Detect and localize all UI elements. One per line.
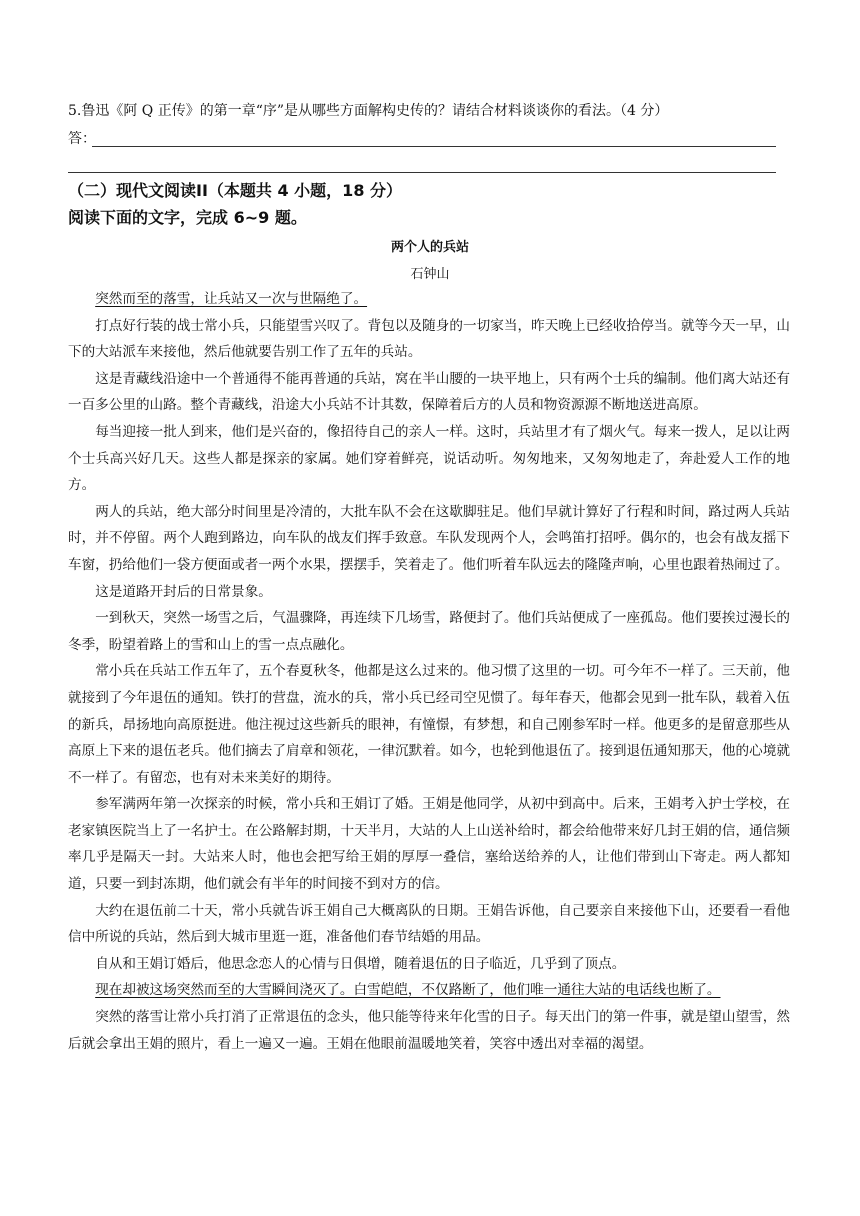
underlined-sentence: 现在却被这场突然而至的大雪瞬间浇灭了。白雪皑皑，不仅路断了，他们唯一通往大站的电话线也断了。 xyxy=(95,982,721,999)
article-body xyxy=(68,286,790,1057)
article-title: 两个人的兵站 xyxy=(390,240,469,255)
paragraph xyxy=(68,977,790,1004)
answer-line xyxy=(92,146,776,147)
answer-line xyxy=(68,172,776,173)
paragraph: 打点好行装的战士常小兵，只能望雪兴叹了。背包以及随身的一切家当，昨天晚上已经收拾停当。就等今天一早，山下的大站派车来接他，然后他就要告别工作了五年的兵站。 xyxy=(68,317,790,361)
paragraph: 这是道路开封后的日常景象。 xyxy=(95,583,272,600)
paragraph: 突然的落雪让常小兵打消了正常退伍的念头，他只能等待来年化雪的日子。每天出门的第一件事，就是望山望雪，然后就会拿出王娟的照片，看上一遍又一遍。王娟在他眼前温暖地笑着，笑容中透出对幸福的渴望。 xyxy=(68,1009,790,1052)
paragraph xyxy=(68,286,790,313)
section-instruction: 阅读下面的文字，完成 6~9 题。 xyxy=(68,208,307,227)
paragraph: 一到秋天，突然一场雪之后，气温骤降，再连续下几场雪，路便封了。他们兵站便成了一座孤岛。他们要挨过漫长的冬季，盼望着路上的雪和山上的雪一点点融化。 xyxy=(68,610,790,653)
paragraph: 参军满两年第一次探亲的时候，常小兵和王娟订了婚。王娟是他同学，从初中到高中。后来，王娟考入护士学校，在老家镇医院当上了一名护士。在公路解封期，十天半月，大站的人上山送补给时，都会给他带来好几封王娟的信，通信频率几乎是隔天一封。大站来人时，他也会把写给王娟的厚厚一叠信，塞给送给养的人，让他们带到山下寄走。两人都知道，只要一到封冻期，他们就会有半年的时间接不到对方的信。 xyxy=(68,796,790,893)
paragraph: 自从和王娟订婚后，他思念恋人的心情与日俱增，随着退伍的日子临近，几乎到了顶点。 xyxy=(95,955,626,972)
underlined-sentence: 突然而至的落雪，让兵站又一次与世隔绝了。 xyxy=(95,291,368,307)
paragraph: 两人的兵站，绝大部分时间里是冷清的，大批车队不会在这歇脚驻足。他们早就计算好了行程和时间，路过两人兵站时，并不停留。两个人跑到路边，向车队的战友们挥手致意。车队发现两个人，会鸣笛打招呼。偶尔的，也会有战友摇下车窗，扔给他们一袋方便面或者一两个水果，摆摆手，笑着走了。他们听着车队远去的隆隆声响，心里也跟着热闹过了。 xyxy=(68,503,790,573)
paragraph: 这是青藏线沿途中一个普通得不能再普通的兵站，窝在半山腰的一块平地上，只有两个士兵的编制。他们离大站还有一百多公里的山路。整个青藏线，沿途大小兵站不计其数，保障着后方的人员和物资源源不断地送进高原。 xyxy=(68,370,790,414)
question-5: 5.鲁迅《阿 Q 正传》的第一章“序”是从哪些方面解构史传的？请结合材料谈谈你的看法。（4 分） xyxy=(68,103,669,119)
paragraph: 大约在退伍前二十天，常小兵就告诉王娟自己大概离队的日期。王娟告诉他，自己要亲自来接他下山，还要看一看他信中所说的兵站，然后到大城市里逛一逛，准备他们春节结婚的用品。 xyxy=(68,902,790,946)
paragraph: 每当迎接一批人到来，他们是兴奋的，像招待自己的亲人一样。这时，兵站里才有了烟火气。每来一拨人，足以让两个士兵高兴好几天。这些人都是探亲的家属。她们穿着鲜亮，说话动听。匆匆地来，又匆匆地走了，奔赴爱人工作的地方。 xyxy=(68,423,790,494)
section-title: （二）现代文阅读II（本题共 4 小题，18 分） xyxy=(68,181,403,200)
answer-label: 答： xyxy=(68,131,96,147)
article-author: 石钟山 xyxy=(410,267,450,282)
paragraph: 常小兵在兵站工作五年了，五个春夏秋冬，他都是这么过来的。他习惯了这里的一切。可今年不一样了。三天前，他就接到了今年退伍的通知。铁打的营盘，流水的兵，常小兵已经司空见惯了。每年春天，他都会见到一批车队，载着入伍的新兵，昂扬地向高原挺进。他注视过这些新兵的眼神，有憧憬，有梦想，和自己刚参军时一样。他更多的是留意那些从高原上下来的退伍老兵。他们摘去了肩章和领花，一律沉默着。如今，也轮到他退伍了。接到退伍通知那天，他的心境就不一样了。有留恋，也有对未来美好的期待。 xyxy=(68,663,790,786)
